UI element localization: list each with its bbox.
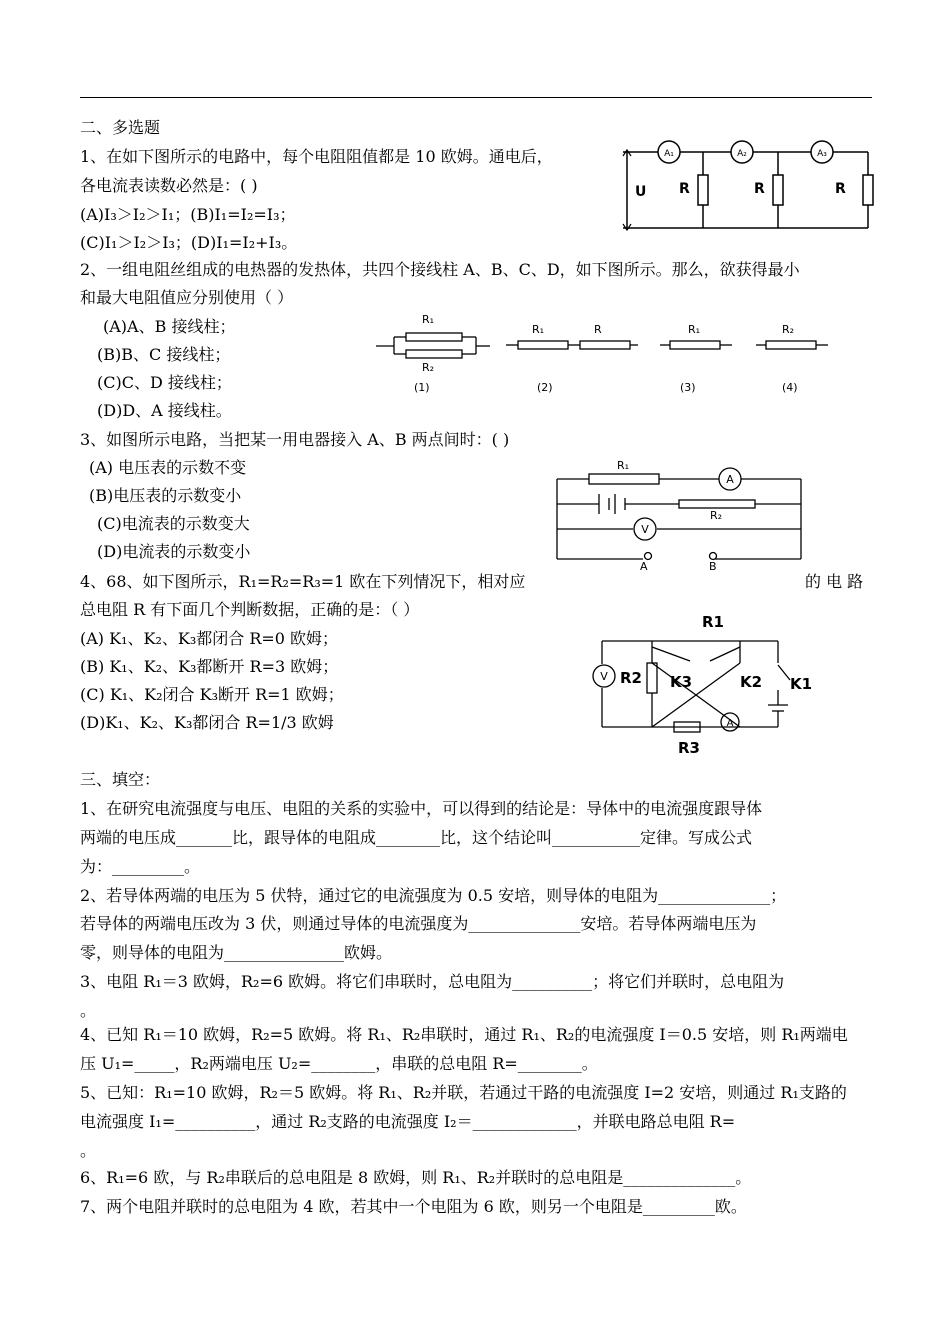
q4-line1: 4、68、如下图所示，R₁=R₂=R₃=1 欧在下列情况下，相对应 — [80, 572, 526, 591]
fill-line-13: 。 — [80, 1141, 97, 1160]
q1-u-label: U — [635, 184, 647, 200]
q1-circuit-diagram — [613, 138, 875, 234]
fill-line-1: 1、在研究电流强度与电压、电阻的关系的实验中，可以得到的结论是：导体中的电流强度跟导体 — [80, 799, 763, 818]
q3-option-a: (A) 电压表的示数不变 — [89, 458, 247, 477]
q4-option-d: (D)K₁、K₂、K₃都闭合 R=1/3 欧姆 — [80, 713, 334, 732]
q3-circuit-diagram — [553, 452, 808, 572]
q2-figure-4-label: (4) — [782, 381, 798, 394]
q2-figure-3-label: (3) — [680, 381, 696, 394]
q3-option-c: (C)电流表的示数变大 — [97, 514, 250, 533]
q3-option-d: (D)电流表的示数变小 — [97, 542, 251, 561]
q3-option-b: (B)电压表的示数变小 — [89, 486, 242, 505]
q3-point-a: A — [640, 560, 648, 572]
q2-figure-1-label: (1) — [414, 381, 430, 394]
q2-line1: 2、一组电阻丝组成的电热器的发热体，共四个接线柱 A、B、C、D，如下图所示。那么，欲获得最小 — [80, 260, 800, 279]
q1-line2: 各电流表读数必然是：( ) — [80, 176, 258, 195]
q1-r-label-2: R — [754, 181, 765, 197]
q3-r1-label: R₁ — [617, 459, 630, 472]
q4-r3-label: R3 — [678, 739, 700, 757]
q3-point-b: B — [709, 560, 717, 572]
q4-r1-label: R1 — [702, 613, 724, 631]
q3-r2-label: R₂ — [710, 509, 723, 522]
fill-line-2: 两端的电压成_______比，跟导体的电阻成________比，这个结论叫___________定律。写成公式 — [80, 828, 753, 847]
q1-ammeter-3: A₃ — [817, 149, 827, 159]
q2-figure-2-label: (2) — [537, 381, 553, 394]
q2-option-c: (C)C、D 接线柱； — [97, 373, 232, 392]
fill-line-10: 压 U₁=_____，R₂两端电压 U₂=________，串联的总电阻 R=________。 — [80, 1054, 598, 1073]
fill-line-3: 为：_________。 — [80, 857, 201, 876]
fill-line-8: 。 — [80, 1001, 97, 1020]
fill-line-12: 电流强度 I₁=__________，通过 R₂支路的电流强度 I₂＝_____________，并联电路总电阻 R= — [80, 1112, 736, 1131]
q3-ammeter: A — [726, 473, 734, 486]
q2-r1-label-3: R₁ — [688, 323, 701, 336]
q2-resistor-diagrams — [372, 308, 834, 396]
q2-r2-label-1: R₂ — [422, 361, 435, 374]
fill-line-6: 零，则导体的电阻为_______________欧姆。 — [80, 943, 393, 962]
q3-line1: 3、如图所示电路，当把某一用电器接入 A、B 两点间时：( ) — [80, 430, 510, 449]
fill-line-11: 5、已知：R₁=10 欧姆，R₂＝5 欧姆。将 R₁、R₂并联，若通过干路的电流强度 I=2 安培，则通过 R₁支路的 — [80, 1083, 847, 1102]
q2-r2-label-4: R₂ — [782, 323, 795, 336]
q2-r1-label-2: R₁ — [532, 323, 545, 336]
fill-line-7: 3、电阻 R₁＝3 欧姆，R₂=6 欧姆。将它们串联时，总电阻为__________；将它们并联时，总电阻为 — [80, 972, 785, 991]
q4-line1-end: 的 电 路 — [805, 572, 864, 591]
q4-option-c: (C) K₁、K₂闭合 K₃断开 R=1 欧姆； — [80, 685, 344, 704]
q2-option-b: (B)B、C 接线柱； — [97, 345, 231, 364]
fill-line-5: 若导体的两端电压改为 3 伏，则通过导体的电流强度为______________安培。若导体两端电压为 — [80, 914, 757, 933]
q2-option-d: (D)D、A 接线柱。 — [97, 401, 232, 420]
q1-options-cd: (C)I₁＞I₂＞I₃；(D)I₁=I₂+I₃。 — [80, 233, 298, 252]
q2-r-label-2: R — [594, 323, 602, 336]
fill-line-4: 2、若导体两端的电压为 5 伏特，通过它的电流强度为 0.5 安培，则导体的电阻为______________； — [80, 886, 787, 905]
fill-line-9: 4、已知 R₁＝10 欧姆，R₂=5 欧姆。将 R₁、R₂串联时，通过 R₁、R₂的电流强度 I＝0.5 安培，则 R₁两端电 — [80, 1025, 848, 1044]
q4-option-a: (A) K₁、K₂、K₃都闭合 R=0 欧姆； — [80, 629, 339, 648]
q4-ammeter: A — [726, 718, 734, 729]
q4-line2: 总电阻 R 有下面几个判断数据，正确的是：（ ） — [80, 600, 420, 619]
q4-r2-label: R2 — [620, 669, 642, 687]
q4-circuit-diagram — [590, 605, 830, 757]
section2-title: 二、多选题 — [80, 118, 161, 137]
q4-k2-label: K2 — [740, 673, 763, 691]
q3-voltmeter: V — [641, 523, 649, 536]
q1-line1: 1、在如下图所示的电路中，每个电阻阻值都是 10 欧姆。通电后， — [80, 147, 553, 166]
q1-ammeter-2: A₂ — [737, 149, 747, 159]
fill-line-14: 6、R₁=6 欧，与 R₂串联后的总电阻是 8 欧姆，则 R₁、R₂并联时的总电阻是______________。 — [80, 1168, 752, 1187]
q4-k3-label: K3 — [670, 673, 693, 691]
q1-ammeter-1: A₁ — [664, 149, 674, 159]
q1-r-label-3: R — [835, 181, 846, 197]
q1-options-ab: (A)I₃＞I₂＞I₁；(B)I₁=I₂=I₃； — [80, 205, 296, 224]
q1-r-label-1: R — [679, 181, 690, 197]
q2-r1-label-1: R₁ — [422, 313, 435, 326]
header-rule — [80, 97, 872, 98]
q2-option-a: (A)A、B 接线柱； — [103, 317, 236, 336]
q2-line2: 和最大电阻值应分别使用（ ） — [80, 288, 294, 307]
q4-k1-label: K1 — [790, 675, 813, 693]
fill-line-15: 7、两个电阻并联时的总电阻为 4 欧，若其中一个电阻为 6 欧，则另一个电阻是_________欧。 — [80, 1197, 747, 1216]
q4-option-b: (B) K₁、K₂、K₃都断开 R=3 欧姆； — [80, 657, 339, 676]
section3-title: 三、填空： — [80, 770, 161, 789]
q4-voltmeter: V — [600, 670, 608, 683]
